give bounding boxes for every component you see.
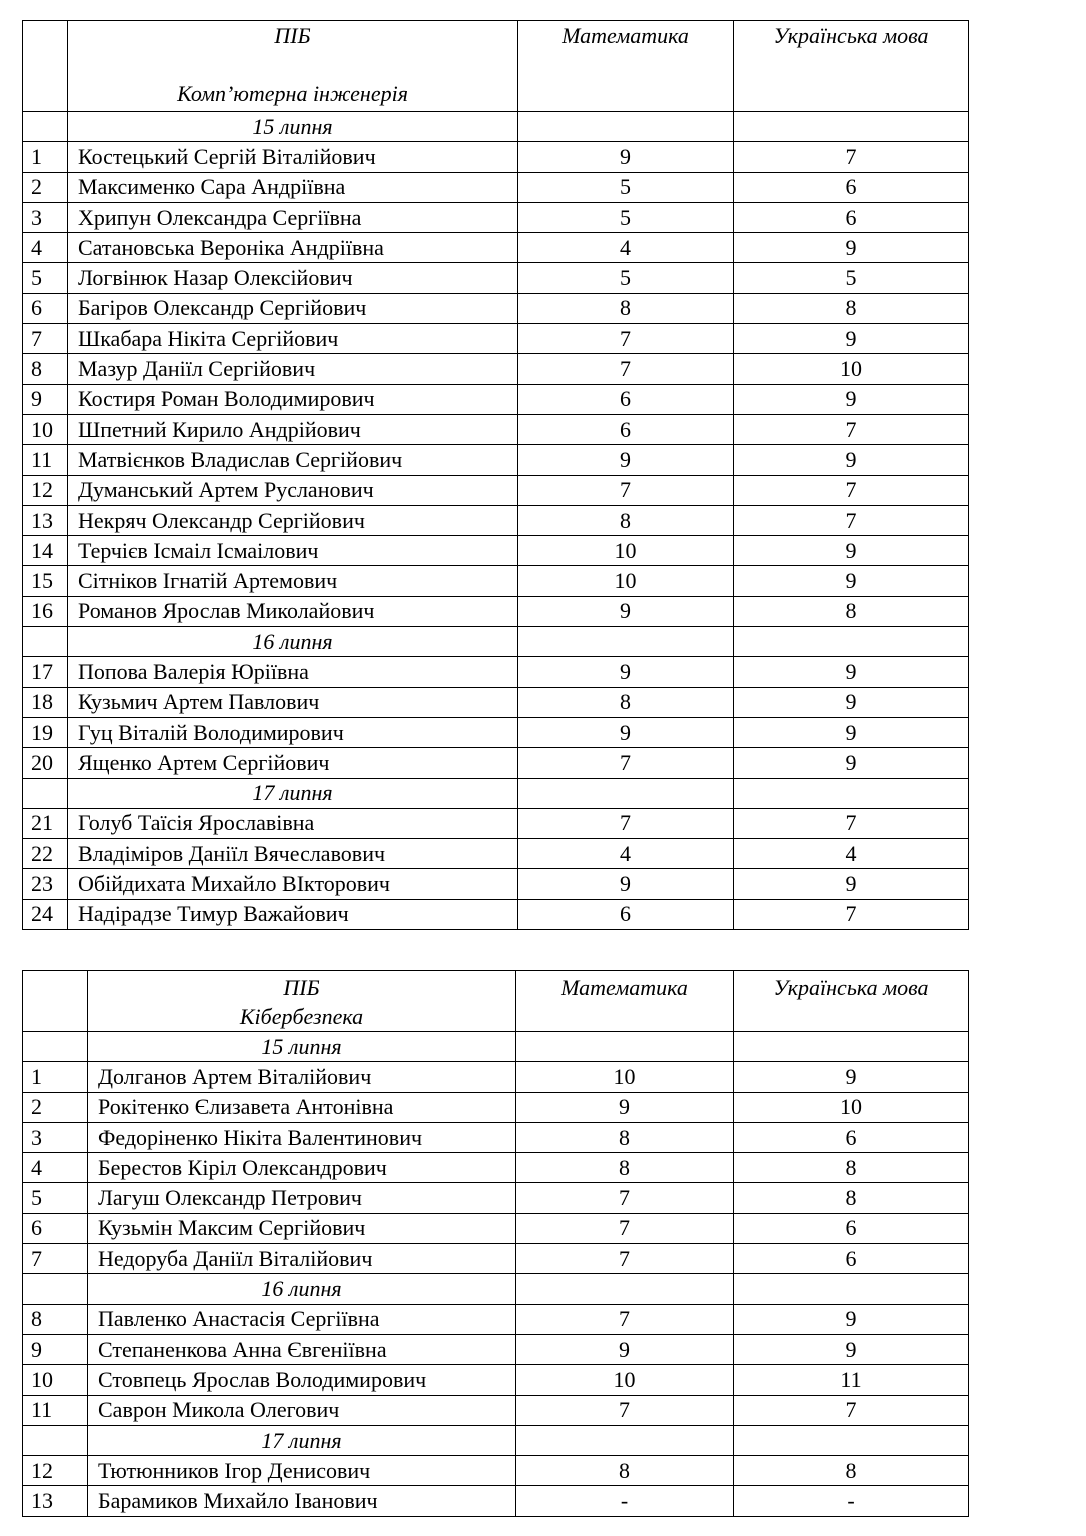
ukrainian-score: 9 [734,1304,969,1334]
row-number: 16 [23,596,68,626]
row-number: 6 [23,293,68,323]
ukrainian-score: 9 [734,324,969,354]
ukrainian-score: 8 [734,596,969,626]
table-row [23,566,969,596]
header-row [23,971,969,1032]
row-number: 1 [23,142,68,172]
ukrainian-score: 10 [734,354,969,384]
student-name: Кузьмич Артем Павлович [68,687,518,717]
math-score: 8 [516,1153,734,1183]
table-row [23,1122,969,1152]
row-number: 18 [23,687,68,717]
math-score: 5 [518,172,734,202]
row-number: 13 [23,1486,88,1516]
student-name: Обійдихата Михайло ВІкторович [68,869,518,899]
student-name: Федоріненко Нікіта Валентинович [88,1122,516,1152]
student-name: Барамиков Михайло Іванович [88,1486,516,1516]
row-number: 4 [23,1153,88,1183]
student-name: Лагуш Олександр Петрович [88,1183,516,1213]
table-row [23,1334,969,1364]
table-row [23,869,969,899]
math-score: 9 [518,869,734,899]
table-row [23,172,969,202]
date-math-cell [518,778,734,808]
student-name: Багіров Олександр Сергійович [68,293,518,323]
header-name-cell [88,971,516,1032]
math-score: 8 [518,505,734,535]
ukrainian-score: 6 [734,1122,969,1152]
student-name: Павленко Анастасія Сергіївна [88,1304,516,1334]
ukrainian-score: 7 [734,899,969,929]
ukrainian-score: 9 [734,687,969,717]
ukrainian-column-label: Українська мова [773,23,929,48]
header-row [23,21,969,112]
table-row [23,354,969,384]
math-score: 9 [518,657,734,687]
student-name: Берестов Кіріл Олександрович [88,1153,516,1183]
ukrainian-score: 6 [734,1244,969,1274]
ukrainian-score: 6 [734,202,969,232]
ukrainian-score: 9 [734,748,969,778]
math-column-header [518,21,734,112]
date-row [23,1032,969,1062]
row-number: 15 [23,566,68,596]
math-column-label: Математика [562,23,689,48]
row-number: 4 [23,233,68,263]
date-row [23,627,969,657]
math-score: 7 [518,475,734,505]
row-number: 7 [23,1244,88,1274]
ukrainian-score: 7 [734,505,969,535]
row-number: 1 [23,1062,88,1092]
ukrainian-score: 9 [734,566,969,596]
ukrainian-score: 9 [734,536,969,566]
table-row [23,1062,969,1092]
student-name: Некряч Олександр Сергійович [68,505,518,535]
math-score: 10 [516,1365,734,1395]
student-name: Недоруба Даніїл Віталійович [88,1244,516,1274]
table-row [23,445,969,475]
ukrainian-score: 9 [734,233,969,263]
ukrainian-score: 8 [734,1153,969,1183]
row-number: 6 [23,1213,88,1243]
table-row [23,293,969,323]
ukrainian-score: 6 [734,1213,969,1243]
math-score: 7 [516,1183,734,1213]
row-number: 11 [23,445,68,475]
table-row [23,384,969,414]
row-number: 7 [23,324,68,354]
date-row [23,778,969,808]
pib-label: ПІБ [274,23,311,48]
date-number-cell [23,627,68,657]
table-row [23,1153,969,1183]
ukrainian-score: 7 [734,142,969,172]
student-name: Матвієнков Владислав Сергійович [68,445,518,475]
math-score: 7 [518,324,734,354]
exam-date: 16 липня [88,1274,516,1304]
student-name: Кузьмін Максим Сергійович [88,1213,516,1243]
student-name: Саврон Микола Олегович [88,1395,516,1425]
table-row [23,263,969,293]
math-score: 6 [518,899,734,929]
student-name: Долганов Артем Віталійович [88,1062,516,1092]
specialty-label: Кібербезпека [239,1004,364,1029]
table-row [23,596,969,626]
table-row [23,808,969,838]
math-score: 7 [516,1213,734,1243]
date-math-cell [518,627,734,657]
row-number: 2 [23,1092,88,1122]
table-row [23,748,969,778]
table-row [23,1456,969,1486]
math-score: 7 [518,808,734,838]
row-number: 19 [23,717,68,747]
ukrainian-score: - [734,1486,969,1516]
date-math-cell [516,1274,734,1304]
row-number: 24 [23,899,68,929]
student-name: Максименко Сара Андріївна [68,172,518,202]
table-row [23,899,969,929]
ukrainian-score: 9 [734,445,969,475]
ukrainian-score: 9 [734,717,969,747]
math-score: 7 [516,1395,734,1425]
student-name: Рокітенко Єлизавета Антонівна [88,1092,516,1122]
math-score: 8 [518,293,734,323]
row-number: 9 [23,1334,88,1364]
table-row [23,505,969,535]
student-name: Попова Валерія Юріївна [68,657,518,687]
ukrainian-score: 8 [734,1456,969,1486]
ukrainian-score: 6 [734,172,969,202]
student-name: Терчієв Ісмаіл Ісмаілович [68,536,518,566]
table-row [23,324,969,354]
student-name: Сатановська Вероніка Андріївна [68,233,518,263]
student-name: Степаненкова Анна Євгеніївна [88,1334,516,1364]
date-number-cell [23,1425,88,1455]
specialty-label: Комп’ютерна інженерія [177,81,408,106]
math-score: 7 [516,1244,734,1274]
student-name: Тютюнников Ігор Денисович [88,1456,516,1486]
date-ukr-cell [734,112,969,142]
row-number: 2 [23,172,68,202]
exam-date: 15 липня [88,1032,516,1062]
table-row [23,687,969,717]
row-number: 20 [23,748,68,778]
computer-engineering-table [22,20,969,930]
student-name: Надірадзе Тимур Важайович [68,899,518,929]
math-score: 9 [516,1334,734,1364]
table-row [23,839,969,869]
row-number: 8 [23,1304,88,1334]
date-row [23,112,969,142]
student-name: Шкабара Нікіта Сергійович [68,324,518,354]
row-number: 17 [23,657,68,687]
table-row [23,414,969,444]
ukrainian-column-header [734,971,969,1032]
table-row [23,475,969,505]
math-score: 7 [516,1304,734,1334]
date-number-cell [23,1032,88,1062]
table-row [23,657,969,687]
ukrainian-score: 5 [734,263,969,293]
exam-date: 17 липня [68,778,518,808]
header-name-cell [68,21,518,112]
date-ukr-cell [734,1032,969,1062]
date-number-cell [23,778,68,808]
ukrainian-score: 7 [734,414,969,444]
ukrainian-score: 9 [734,1334,969,1364]
ukrainian-score: 9 [734,657,969,687]
student-name: Хрипун Олександра Сергіївна [68,202,518,232]
student-name: Романов Ярослав Миколайович [68,596,518,626]
ukrainian-score: 8 [734,293,969,323]
table-row [23,1486,969,1516]
math-score: 4 [518,839,734,869]
math-score: 6 [518,414,734,444]
date-math-cell [516,1032,734,1062]
date-ukr-cell [734,778,969,808]
math-score: - [516,1486,734,1516]
math-score: 10 [518,566,734,596]
row-number: 12 [23,475,68,505]
table-row [23,233,969,263]
row-number: 8 [23,354,68,384]
cybersecurity-table [22,970,969,1517]
student-name: Стовпець Ярослав Володимирович [88,1365,516,1395]
ukrainian-score: 7 [734,808,969,838]
date-row [23,1274,969,1304]
math-score: 4 [518,233,734,263]
pib-label: ПІБ [283,975,320,1000]
ukrainian-score: 8 [734,1183,969,1213]
row-number: 12 [23,1456,88,1486]
row-number: 10 [23,414,68,444]
table-row [23,1365,969,1395]
student-name: Гуц Віталій Володимирович [68,717,518,747]
student-name: Костецький Сергій Віталійович [68,142,518,172]
math-score: 8 [516,1122,734,1152]
row-number: 11 [23,1395,88,1425]
exam-date: 16 липня [68,627,518,657]
student-name: Сітніков Ігнатій Артемович [68,566,518,596]
date-math-cell [518,112,734,142]
date-math-cell [516,1425,734,1455]
ukrainian-score: 7 [734,1395,969,1425]
table-row [23,1395,969,1425]
table-row [23,1304,969,1334]
row-number: 14 [23,536,68,566]
student-name: Шпетний Кирило Андрійович [68,414,518,444]
ukrainian-score: 9 [734,869,969,899]
row-number: 10 [23,1365,88,1395]
table-row [23,536,969,566]
row-number: 3 [23,1122,88,1152]
table-row [23,1092,969,1122]
row-number: 5 [23,1183,88,1213]
math-score: 9 [518,142,734,172]
math-score: 9 [518,717,734,747]
ukrainian-score: 11 [734,1365,969,1395]
ukrainian-score: 4 [734,839,969,869]
student-name: Логвінюк Назар Олексійович [68,263,518,293]
table-row [23,1244,969,1274]
math-score: 6 [518,384,734,414]
table-row [23,142,969,172]
header-number-cell [23,21,68,112]
date-number-cell [23,112,68,142]
math-score: 5 [518,202,734,232]
student-name: Думанський Артем Русланович [68,475,518,505]
math-score: 10 [516,1062,734,1092]
math-score: 7 [518,748,734,778]
row-number: 23 [23,869,68,899]
row-number: 21 [23,808,68,838]
math-column-header [516,971,734,1032]
table-row [23,1183,969,1213]
ukrainian-score: 9 [734,384,969,414]
table-row [23,1213,969,1243]
exam-date: 17 липня [88,1425,516,1455]
math-score: 8 [516,1456,734,1486]
date-ukr-cell [734,1425,969,1455]
exam-date: 15 липня [68,112,518,142]
header-number-cell [23,971,88,1032]
row-number: 5 [23,263,68,293]
student-name: Костиря Роман Володимирович [68,384,518,414]
row-number: 13 [23,505,68,535]
date-row [23,1425,969,1455]
math-score: 5 [518,263,734,293]
ukrainian-column-header [734,21,969,112]
math-score: 10 [518,536,734,566]
ukrainian-score: 10 [734,1092,969,1122]
ukrainian-score: 9 [734,1062,969,1092]
math-column-label: Математика [561,975,688,1000]
math-score: 9 [518,445,734,475]
row-number: 22 [23,839,68,869]
table-row [23,717,969,747]
ukrainian-column-label: Українська мова [773,975,929,1000]
row-number: 9 [23,384,68,414]
table-row [23,202,969,232]
date-ukr-cell [734,1274,969,1304]
date-number-cell [23,1274,88,1304]
student-name: Мазур Даніїл Сергійович [68,354,518,384]
date-ukr-cell [734,627,969,657]
math-score: 9 [518,596,734,626]
ukrainian-score: 7 [734,475,969,505]
math-score: 7 [518,354,734,384]
math-score: 9 [516,1092,734,1122]
math-score: 8 [518,687,734,717]
student-name: Ященко Артем Сергійович [68,748,518,778]
student-name: Голуб Таїсія Ярославівна [68,808,518,838]
row-number: 3 [23,202,68,232]
student-name: Владіміров Даніїл Вячеславович [68,839,518,869]
